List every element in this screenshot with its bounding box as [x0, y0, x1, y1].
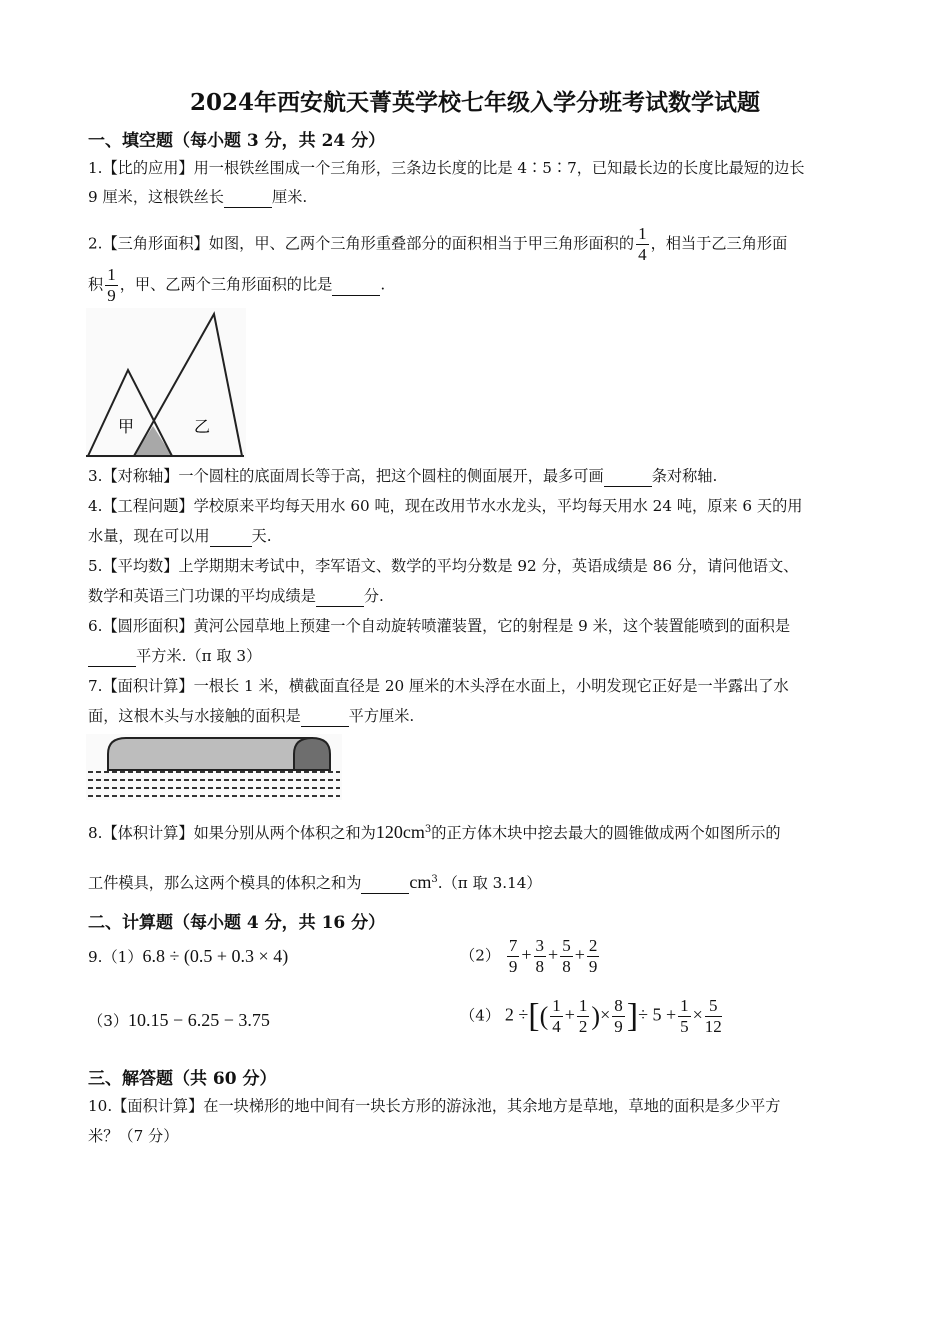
- q3-text-b: 条对称轴.: [651, 467, 718, 485]
- q1-text-b: 厘米.: [272, 188, 308, 206]
- q2-line-1: [88, 224, 787, 265]
- q1-line-1: 1.【比的应用】用一根铁丝围成一个三角形，三条边长度的比是 4∶5∶7，已知最长边的长度比最短的边长: [88, 159, 805, 177]
- q7-answer-blank[interactable]: [301, 706, 349, 727]
- q9-part-4: （4） 2 ÷[( $\frac{1}{4}$ + $\frac{1}{2}$ )× $\frac{8}{9}$ ]÷ 5 + $\frac{1}{5}$ × $\frac{5}{12}$: [460, 996, 722, 1036]
- q8-text-d: .（π 取 3.14）: [437, 874, 542, 893]
- q2-fraction-2: $\frac{1}{9}$: [107, 265, 116, 305]
- q9-part-2-label: （2）: [460, 946, 501, 965]
- q9-p2-fraction: $\frac{5}{8}$: [562, 936, 571, 976]
- q9-part-3-label: （3）: [88, 1012, 129, 1030]
- q2-answer-blank[interactable]: [332, 275, 380, 296]
- q9-part-4-label: （4）: [460, 1006, 501, 1025]
- q9-p4-fraction: $\frac{8}{9}$: [614, 996, 623, 1036]
- q9-p4-fraction: $\frac{1}{2}$: [578, 996, 588, 1036]
- section-3-heading: 三、解答题（共 60 分）: [88, 1069, 277, 1089]
- q5-text-a: 数学和英语三门功课的平均成绩是: [88, 587, 316, 605]
- q3-line: [88, 466, 717, 487]
- q4-text-b: 天.: [251, 527, 272, 545]
- q2-text-a: 2.【三角形面积】如图，甲、乙两个三角形重叠部分的面积相当于甲三角形面积的: [88, 234, 635, 253]
- q9-part-1-label: 9.（1）: [88, 948, 143, 966]
- q8-text-a: 8.【体积计算】如果分别从两个体积之和为: [88, 824, 376, 843]
- q9-part-3: [88, 1010, 270, 1031]
- q5-line-2: [88, 586, 384, 607]
- label-jia: 甲: [117, 417, 135, 436]
- q3-text-a: 3.【对称轴】一个圆柱的底面周长等于高，把这个圆柱的侧面展开，最多可画: [88, 467, 604, 485]
- q8-unit: cm: [409, 872, 432, 893]
- q4-line-2: [88, 526, 272, 547]
- q4-line-1: 4.【工程问题】学校原来平均每天用水 60 吨，现在改用节水水龙头，平均每天用水 24 吨，原来 6 天的用: [88, 497, 803, 515]
- q9-p2-fraction: $\frac{2}{9}$: [588, 936, 598, 976]
- q4-answer-blank[interactable]: [210, 526, 252, 547]
- q2-text-d: ，甲、乙两个三角形面积的比是: [119, 275, 333, 294]
- triangles-figure: [86, 308, 246, 458]
- q5-line-1: 5.【平均数】上学期期末考试中，李军语文、数学的平均分数是 92 分，英语成绩是 86 分，请问他语文、: [88, 557, 799, 575]
- q9-p2-fraction: $\frac{7}{9}$: [508, 936, 518, 976]
- q1-answer-blank[interactable]: [224, 187, 272, 208]
- q9-part-3-expression: 10.15 − 6.25 − 3.75: [128, 1010, 270, 1030]
- q10-line-1: 10.【面积计算】在一块梯形的地中间有一块长方形的游泳池，其余地方是草地，草地的面积是多少平方: [88, 1097, 781, 1115]
- q9-p4-middle: ÷ 5 +: [638, 1004, 677, 1025]
- section-1-heading: 一、填空题（每小题 3 分，共 24 分）: [88, 131, 386, 151]
- q10-line-2: 米？（7 分）: [88, 1127, 179, 1145]
- page-title: 2024年西安航天菁英学校七年级入学分班考试数学试题: [189, 89, 760, 116]
- q2-text-c: 积: [88, 275, 104, 294]
- log-end-cross-section: [294, 738, 330, 770]
- q2-line-2: [88, 265, 385, 306]
- q8-line-1: [88, 820, 781, 843]
- q8-text-b: 的正方体木块中挖去最大的圆锥做成两个如图所示的: [431, 824, 781, 843]
- q2-text-e: .: [380, 275, 386, 294]
- q8-volume-value: 120cm: [375, 822, 425, 843]
- q7-text-a: 面，这根木头与水接触的面积是: [88, 707, 301, 725]
- q8-line-2: [88, 870, 542, 894]
- q3-answer-blank[interactable]: [604, 466, 652, 487]
- q5-answer-blank[interactable]: [316, 586, 364, 607]
- q2-fraction-1: $\frac{1}{4}$: [638, 224, 647, 264]
- q9-p4-fraction: $\frac{5}{12}$: [704, 996, 722, 1036]
- q4-text-a: 水量，现在可以用: [88, 527, 210, 545]
- q9-p4-fraction: $\frac{1}{4}$: [552, 996, 561, 1036]
- q6-line-2: [88, 646, 261, 667]
- q9-p2-fraction: $\frac{3}{8}$: [535, 936, 545, 976]
- q5-text-b: 分.: [363, 587, 384, 605]
- log-body: [108, 738, 312, 770]
- q2-text-b: ，相当于乙三角形面: [650, 234, 788, 253]
- q1-line-2: [88, 187, 307, 208]
- q6-text-b: 平方米.（π 取 3）: [136, 647, 262, 665]
- label-yi: 乙: [193, 417, 211, 436]
- q8-text-c: 工件模具，那么这两个模具的体积之和为: [88, 874, 362, 893]
- section-2-heading: 二、计算题（每小题 4 分，共 16 分）: [88, 913, 386, 933]
- floating-log-figure: [86, 734, 342, 800]
- q8-answer-blank[interactable]: [361, 873, 409, 894]
- q9-part-2: （2） $\frac{7}{9}$ + $\frac{3}{8}$ + $\frac{5}{8}$ + $\frac{2}{9}$: [460, 936, 598, 976]
- q9-part-1: [88, 946, 288, 967]
- q7-text-b: 平方厘米.: [348, 707, 415, 725]
- q6-line-1: 6.【圆形面积】黄河公园草地上预建一个自动旋转喷灌装置，它的射程是 9 米，这个装置能喷到的面积是: [88, 617, 791, 635]
- q9-p4-prefix: 2 ÷: [504, 1004, 529, 1025]
- q7-line-2: [88, 706, 414, 727]
- q8-volume-exponent: 3: [424, 824, 432, 835]
- q6-answer-blank[interactable]: [88, 646, 136, 667]
- q8-unit-exponent: 3: [431, 874, 438, 885]
- q7-line-1: 7.【面积计算】一根长 1 米，横截面直径是 20 厘米的木头浮在水面上，小明发现它正好是一半露出了水: [88, 677, 789, 695]
- q9-p4-fraction: $\frac{1}{5}$: [680, 996, 689, 1036]
- q1-text-a: 9 厘米，这根铁丝长: [88, 188, 224, 206]
- q9-part-1-expression: 6.8 ÷ (0.5 + 0.3 × 4): [142, 946, 289, 966]
